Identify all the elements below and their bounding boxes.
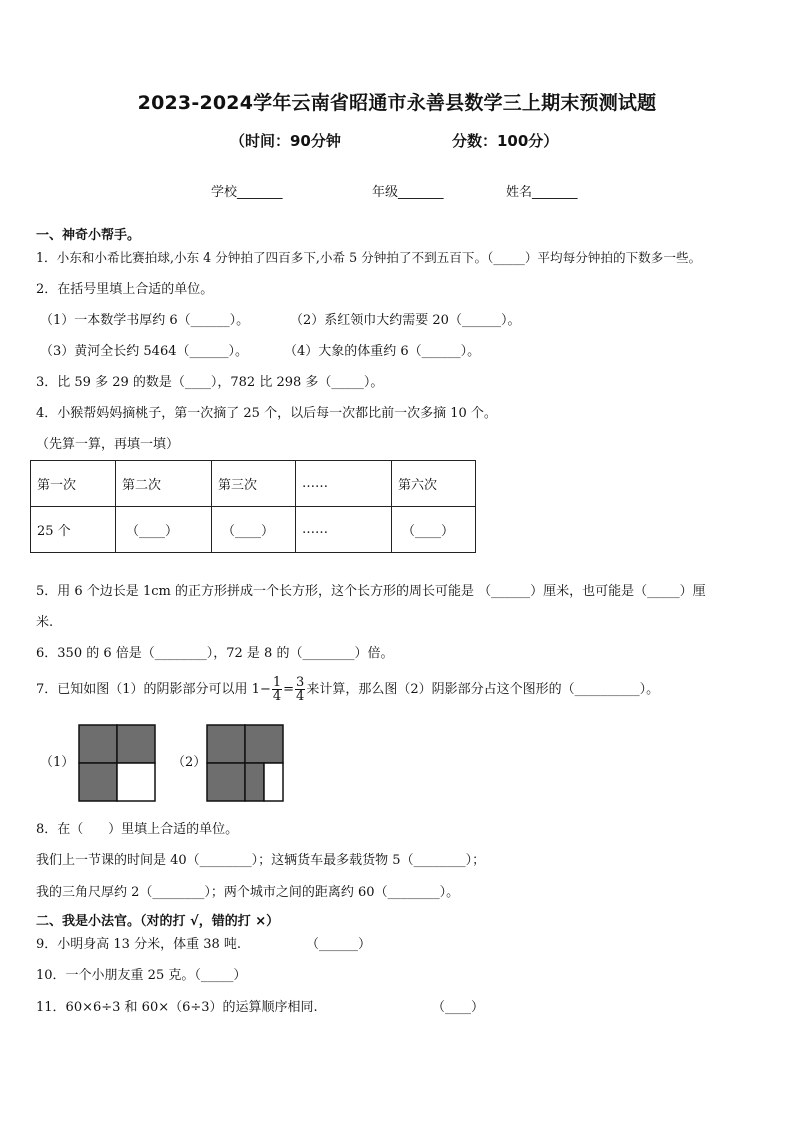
fraction-three-quarters — [295, 676, 305, 703]
table-row — [31, 507, 476, 553]
question-8-line2: 我的三角尺厚约 2（________）；两个城市之间的距离约 60（________）。 — [36, 885, 460, 900]
table-cell: 第三次 — [212, 461, 296, 507]
exam-score: 分数：100分） — [452, 132, 559, 150]
fraction-denominator: 4 — [272, 689, 282, 704]
fraction-numerator: 1 — [272, 675, 282, 690]
question-11-blank: （____） — [432, 1000, 485, 1015]
question-9-blank: （______） — [306, 937, 372, 952]
fraction-one-quarter — [272, 676, 282, 703]
question-7 — [36, 675, 659, 705]
table-cell: （____） — [392, 507, 476, 553]
table-cell: 25 个 — [31, 507, 116, 553]
figure-2-squares — [206, 724, 286, 802]
page-title: 2023-2024学年云南省昭通市永善县数学三上期末预测试题 — [137, 92, 657, 114]
name-field: 姓名_______ — [506, 185, 578, 200]
question-7-suffix: 来计算，那么图（2）阴影部分占这个图形的（__________）。 — [306, 682, 660, 697]
school-field: 学校_______ — [211, 185, 283, 200]
question-10: 10．一个小朋友重 25 克。（_____） — [36, 968, 247, 983]
equals-sign: = — [283, 682, 295, 697]
question-8: 8．在（ ）里填上合适的单位。 — [36, 822, 239, 837]
table-cell: （____） — [116, 507, 212, 553]
question-11: 11．60×6÷3 和 60×（6÷3）的运算顺序相同. — [36, 1000, 318, 1015]
question-6: 6．350 的 6 倍是（________），72 是 8 的（________）倍。 — [36, 646, 394, 661]
question-2-a: （1）一本数学书厚约 6（______）。 — [40, 313, 250, 328]
table-cell: （____） — [212, 507, 296, 553]
table-cell: …… — [296, 507, 392, 553]
question-9: 9．小明身高 13 分米，体重 38 吨. — [36, 937, 242, 952]
section-1-heading: 一、神奇小帮手。 — [36, 228, 141, 243]
table-cell: 第六次 — [392, 461, 476, 507]
question-5-line1: 5．用 6 个边长是 1cm 的正方形拼成一个长方形，这个长方形的周长可能是 （______）厘米，也可能是（_____）厘 — [36, 584, 706, 599]
exam-time: （时间：90分钟 — [230, 132, 341, 150]
question-4-note: （先算一算，再填一填） — [36, 437, 180, 452]
table-cell: 第二次 — [116, 461, 212, 507]
figure-1-label: （1） — [40, 755, 75, 770]
grade-field: 年级_______ — [372, 185, 444, 200]
peach-table — [30, 460, 476, 553]
question-1: 1．小东和小希比赛拍球,小东 4 分钟拍了四百多下,小希 5 分钟拍了不到五百下。（_____）平均每分钟拍的下数多一些。 — [36, 250, 702, 265]
question-3: 3．比 59 多 29 的数是（____），782 比 298 多（_____）。 — [36, 375, 384, 390]
section-2-heading: 二、我是小法官。（对的打 √，错的打 ×） — [36, 914, 280, 929]
question-8-line1: 我们上一节课的时间是 40（________）；这辆货车最多载货物 5（________）； — [36, 853, 486, 868]
figure-2-label: （2） — [172, 755, 207, 770]
question-7-prefix: 7．已知如图（1）的阴影部分可以用 1− — [36, 682, 271, 697]
table-header-row — [31, 461, 476, 507]
question-2-d: （4）大象的体重约 6（______）。 — [284, 344, 481, 359]
fraction-denominator: 4 — [296, 689, 305, 704]
table-cell: …… — [296, 461, 392, 507]
fraction-numerator: 3 — [296, 675, 305, 690]
question-4: 4．小猴帮妈妈摘桃子，第一次摘了 25 个，以后每一次都比前一次多摘 10 个。 — [36, 406, 497, 421]
question-2: 2．在括号里填上合适的单位。 — [36, 282, 214, 297]
table-cell: 第一次 — [31, 461, 116, 507]
figure-1-squares — [78, 724, 158, 802]
question-2-b: （2）系红领巾大约需要 20（______）。 — [290, 313, 521, 328]
question-2-c: （3）黄河全长约 5464（______）。 — [40, 344, 248, 359]
question-5-line2: 米. — [36, 615, 54, 630]
